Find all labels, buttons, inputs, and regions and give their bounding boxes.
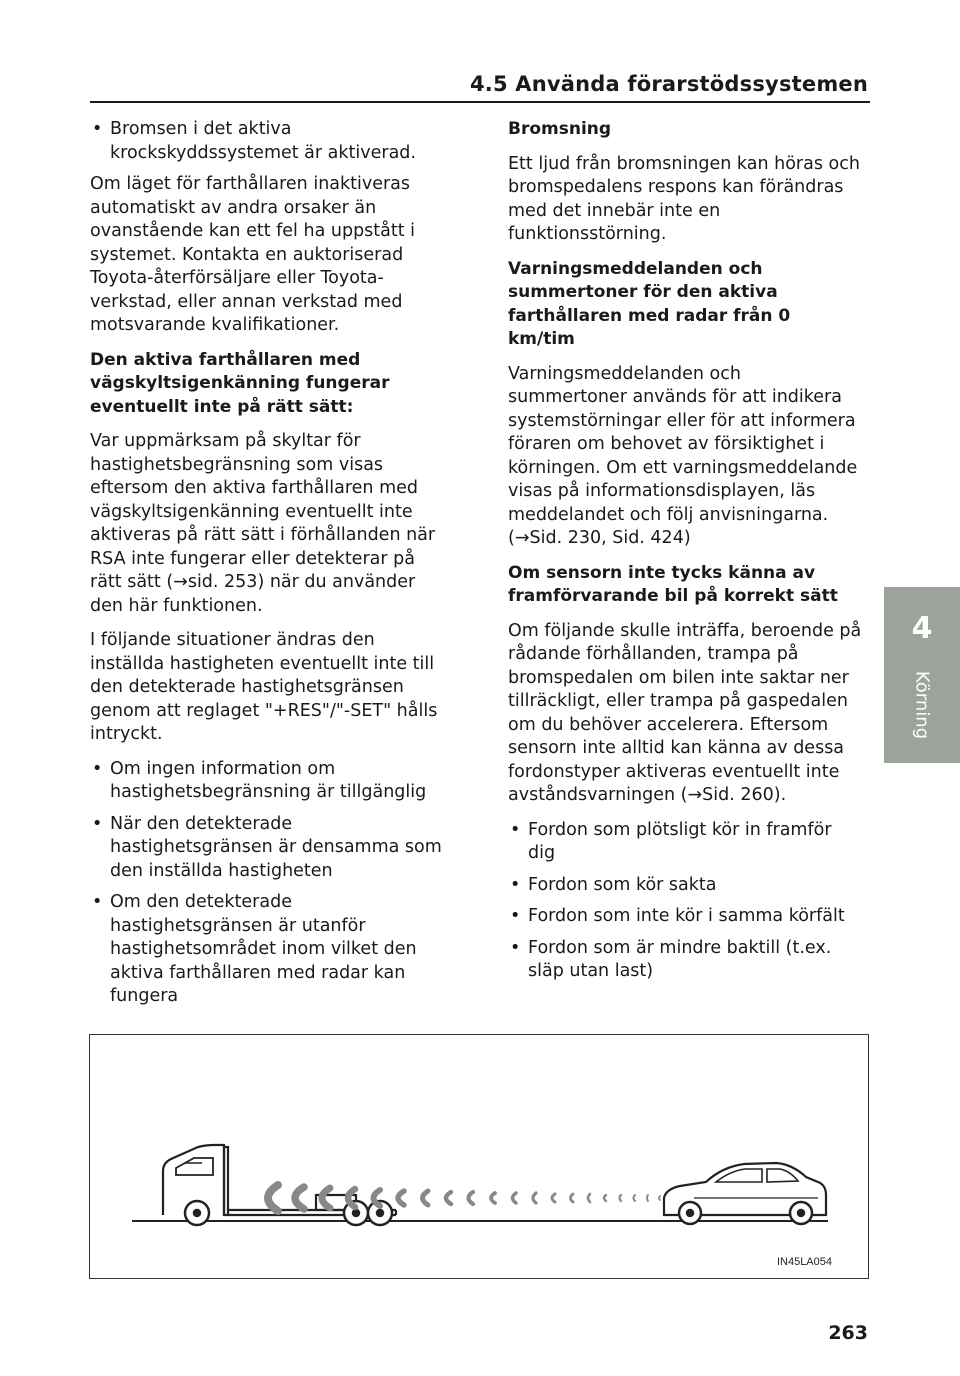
figure-code: IN45LA054 (776, 1256, 832, 1268)
section-header-title: 4.5 Använda förarstödssystemen (469, 72, 868, 96)
chapter-side-tab (884, 587, 960, 763)
paragraph-speed-not-changed: I följande situationer ändras den inställda hastigheten eventuellt inte till den detekterade hastighetsgränsen genom att reglaget "+RES"/"-SET" hålls intryckt. (90, 630, 438, 744)
heading-braking: Bromsning (508, 119, 612, 139)
heading-warning-messages: Varningsmeddelanden och summertoner för den aktiva farthållaren med radar från 0 km/tim (508, 258, 791, 349)
list-item: • Fordon som är mindre baktill (t.ex. släp utan last) (508, 937, 863, 984)
header-divider (90, 101, 870, 103)
left-column (90, 118, 445, 1017)
radar-wave-icon (268, 1185, 671, 1211)
right-column (508, 118, 863, 992)
heading-rsa-malfunction: Den aktiva farthållaren med vägskyltsigenkänning fungerar eventuellt inte på rätt sätt: (90, 349, 390, 417)
list-item: • Fordon som inte kör i samma körfält (508, 905, 863, 929)
list-item: • Fordon som plötsligt kör in framför dig (508, 819, 863, 866)
situations-bullet-list (90, 758, 445, 1009)
chapter-number: 4 (911, 611, 933, 646)
paragraph-mode-deactivated: Om läget för farthållaren inaktiveras automatiskt av andra orsaker än ovanstående kan ett fel ha uppstått i systemet. Kontakta en auktoriserad Toyota-återförsäljare eller Toyota-verkstad, eller annan verkstad med motsvarande kvalifikationer. (90, 174, 416, 335)
paragraph-sensor-detection: Om följande skulle inträffa, beroende på rådande förhållanden, trampa på bromspedalen om bilen inte saktar ner tillräckligt, eller trampa på gaspedalen om du behöver accelerera. Eftersom sensorn inte alltid kan känna av dessa fordonstyper aktiveras eventuellt inte avståndsvarningen (→Sid. 260). (508, 620, 862, 805)
list-item: • Om ingen information om hastighetsbegränsning är tillgänglig (90, 758, 445, 805)
paragraph-braking: Ett ljud från bromsningen kan höras och bromspedalens respons kan förändras med det innebär inte en funktionsstörning. (508, 153, 860, 244)
list-item: • Om den detekterade hastighetsgränsen är utanför hastighetsområdet inom vilket den aktiva farthållaren med radar kan fungera (90, 891, 445, 1009)
page-number: 263 (828, 1322, 868, 1344)
radar-illustration (89, 1034, 869, 1279)
list-item: • Bromsen i det aktiva krockskyddssystemet är aktiverad. (90, 118, 445, 165)
paragraph-warning-messages: Varningsmeddelanden och summertoner används för att indikera systemstörningar eller för att informera föraren om behovet av försiktighet i körningen. Om ett varningsmeddelande visas på informationsdisplayen, läs meddelandet och följ anvisningarna. (→Sid. 230, Sid. 424) (508, 363, 858, 548)
list-item: • När den detekterade hastighetsgränsen är densamma som den inställda hastigheten (90, 813, 445, 884)
radar-illustration-drawing (90, 1035, 870, 1280)
vehicle-types-bullet-list (508, 819, 863, 984)
list-item: • Fordon som kör sakta (508, 874, 863, 898)
paragraph-speed-signs: Var uppmärksam på skyltar för hastighetsbegränsning som visas eftersom den aktiva farthållaren med vägskyltsigenkänning eventuellt inte aktiveras på rätt sätt i förhållanden när RSA inte fungerar eller detekterar på rätt sätt (→sid. 253) när du använder den här funktionen. (90, 431, 436, 616)
top-bullet-list (90, 118, 445, 165)
heading-sensor-detection: Om sensorn inte tycks känna av framförvarande bil på korrekt sätt (508, 562, 838, 606)
chapter-label: Körning (911, 670, 933, 740)
